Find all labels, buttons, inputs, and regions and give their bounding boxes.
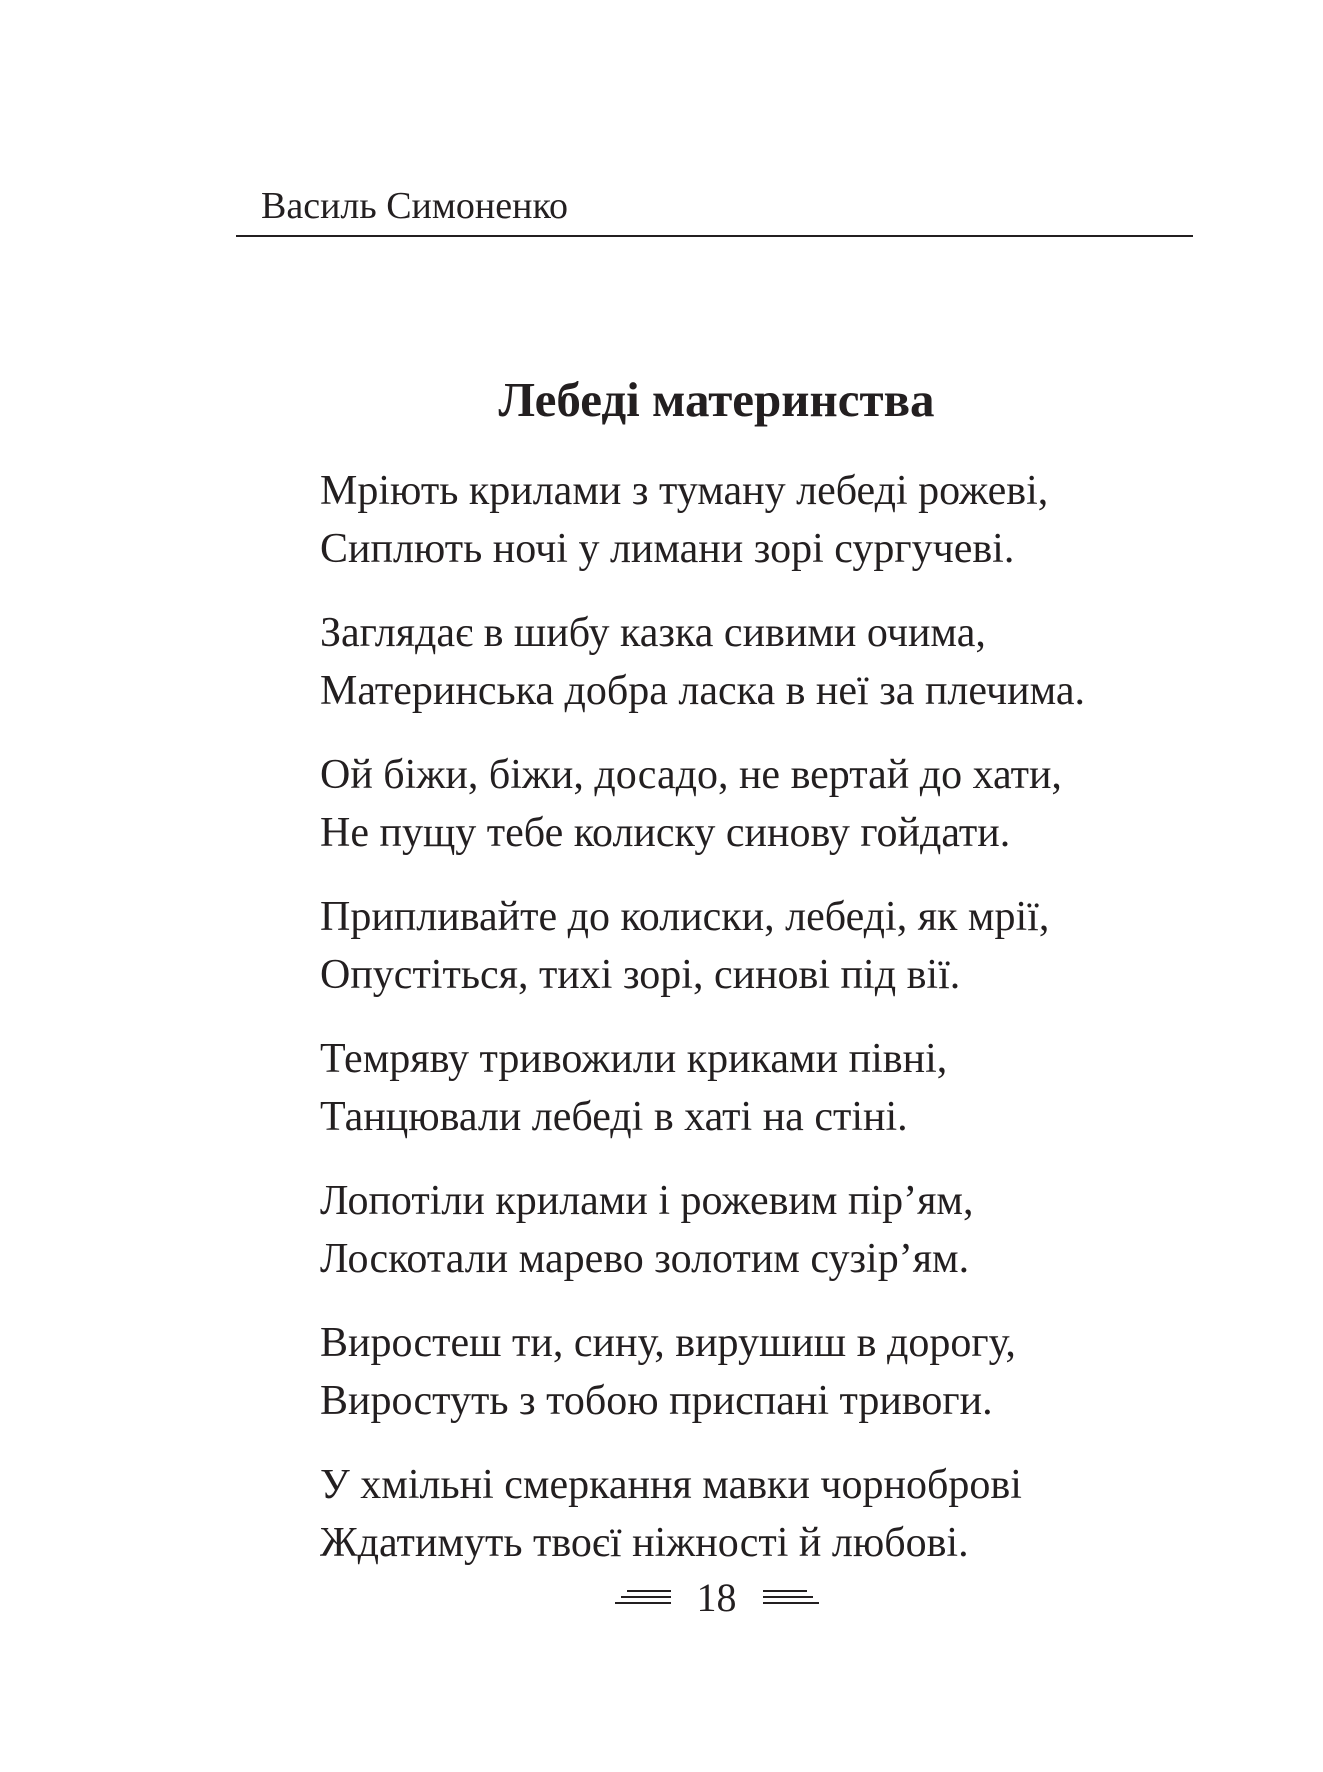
poem-line: Материнська добра ласка в неї за плечима. bbox=[320, 668, 1086, 714]
stanza bbox=[320, 746, 1220, 862]
page-number: 18 bbox=[696, 1575, 737, 1620]
poem-body bbox=[320, 462, 1220, 1598]
page-footer bbox=[0, 1570, 1323, 1626]
poem-line: Мріють крилами з туману лебеді рожеві, bbox=[320, 468, 1049, 514]
poem-line: Опустіться, тихі зорі, синові під вії. bbox=[320, 952, 961, 998]
folio-ornament-right bbox=[763, 1588, 819, 1608]
poem-line: У хмільні смеркання мавки чорноброві bbox=[320, 1462, 1022, 1508]
running-head-author: Василь Симоненко bbox=[261, 185, 569, 227]
poem-line: Заглядає в шибу казка сивими очима, bbox=[320, 610, 986, 656]
stanza bbox=[320, 604, 1220, 720]
stanza bbox=[320, 1030, 1220, 1146]
poem-line: Сиплють ночі у лимани зорі сургучеві. bbox=[320, 526, 1015, 572]
poem-line: Виростуть з тобою приспані тривоги. bbox=[320, 1378, 993, 1424]
stanza bbox=[320, 1172, 1220, 1288]
poem-line: Темряву тривожили криками півні, bbox=[320, 1036, 948, 1082]
poem-line: Лоскотали марево золотим сузір’ям. bbox=[320, 1236, 970, 1282]
header-rule bbox=[236, 235, 1193, 237]
poem-line: Ждатимуть твоєї ніжності й любові. bbox=[320, 1520, 969, 1566]
folio-ornament-left bbox=[615, 1588, 671, 1608]
poem-line: Виростеш ти, сину, вирушиш в дорогу, bbox=[320, 1320, 1016, 1366]
poem-line: Танцювали лебеді в хаті на стіні. bbox=[320, 1094, 908, 1140]
stanza bbox=[320, 1314, 1220, 1430]
poem-line: Лопотіли крилами і рожевим пір’ям, bbox=[320, 1178, 974, 1224]
poem-line: Ой біжи, біжи, досадо, не вертай до хати, bbox=[320, 752, 1062, 798]
stanza bbox=[320, 462, 1220, 578]
poem-line: Припливайте до колиски, лебеді, як мрії, bbox=[320, 894, 1050, 940]
poem-line: Не пущу тебе колиску синову гойдати. bbox=[320, 810, 1011, 856]
stanza bbox=[320, 888, 1220, 1004]
poem-title: Лебеді материнства bbox=[498, 372, 935, 427]
stanza bbox=[320, 1456, 1220, 1572]
